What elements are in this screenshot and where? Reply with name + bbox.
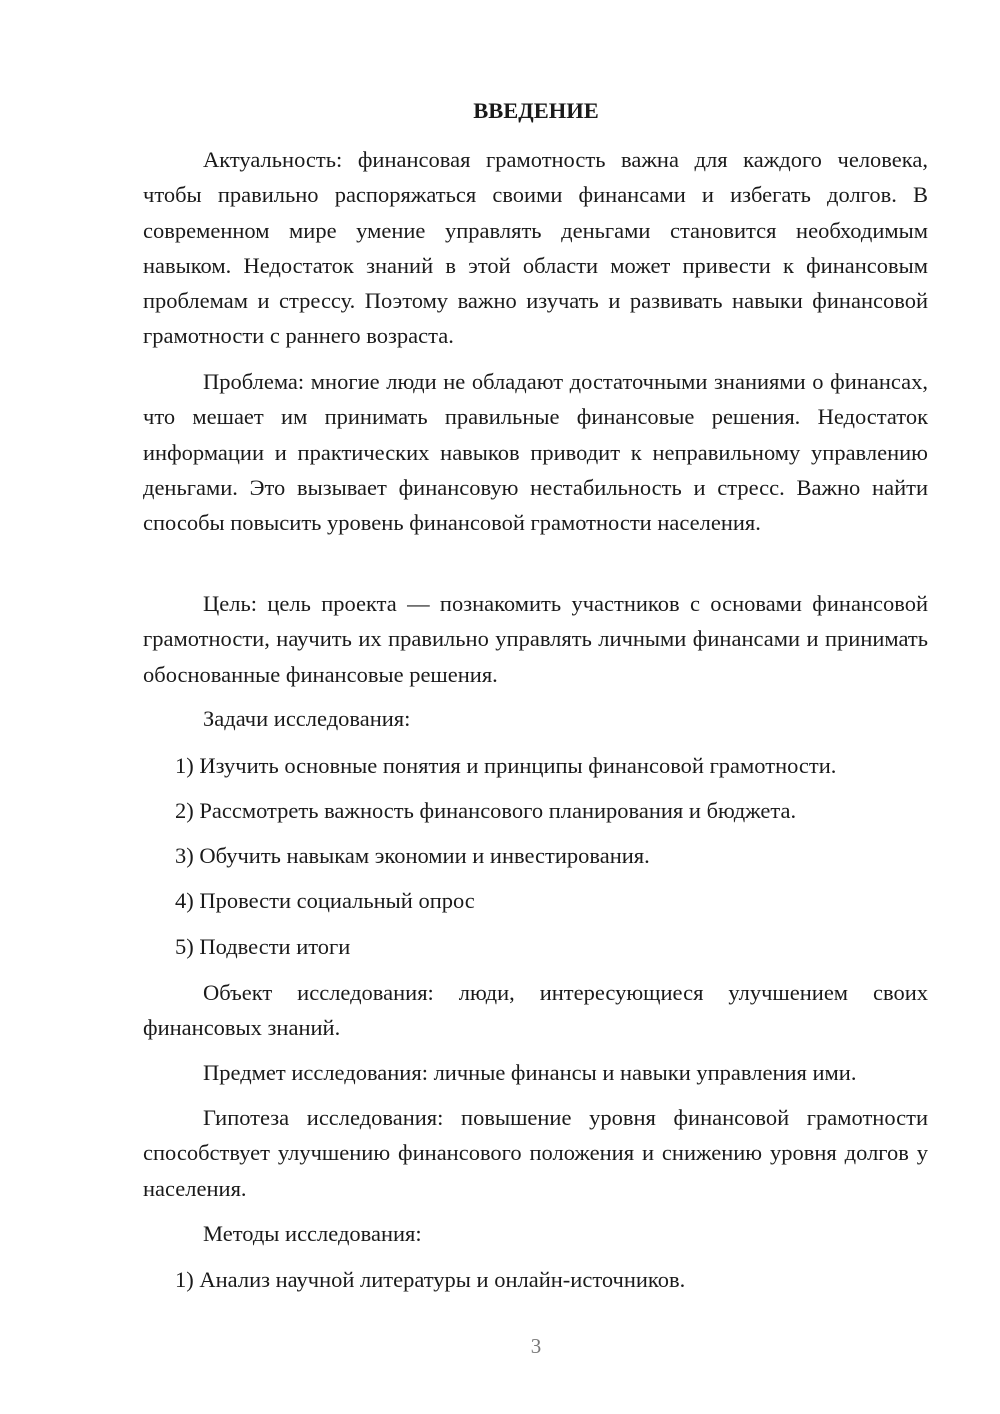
paragraph-goal: Цель: цель проекта — познакомить участников с основами финансовой грамотности, научить их правильно управлять личными финансами и принимать обоснованные финансовые решения. xyxy=(143,591,928,687)
paragraph-object: Объект исследования: люди, интересующиеся улучшением своих финансовых знаний. xyxy=(143,980,928,1041)
method-item-1: 1) Анализ научной литературы и онлайн-источников. xyxy=(175,1267,686,1292)
task-item-5: 5) Подвести итоги xyxy=(175,934,351,959)
task-item-2: 2) Рассмотреть важность финансового планирования и бюджета. xyxy=(175,798,797,823)
paragraph-relevance: Актуальность: финансовая грамотность важна для каждого человека, чтобы правильно распоряжаться своими финансами и избегать долгов. В современном мире умение управлять деньгами становится необходимым навыком. Недостаток знаний в этой области может привести к финансовым проблемам и стрессу. Поэтому важно изучать и развивать навыки финансовой грамотности с раннего возраста. xyxy=(143,147,928,349)
page-title: ВВЕДЕНИЕ xyxy=(473,98,599,123)
tasks-heading: Задачи исследования: xyxy=(203,706,411,731)
paragraph-problem: Проблема: многие люди не обладают достаточными знаниями о финансах, что мешает им принимать правильные финансовые решения. Недостаток информации и практических навыков приводит к неправильному управлению деньгами. Это вызывает финансовую нестабильность и стресс. Важно найти способы повысить уровень финансовой грамотности населения. xyxy=(143,369,928,536)
task-item-4: 4) Провести социальный опрос xyxy=(175,888,475,913)
paragraph-subject: Предмет исследования: личные финансы и навыки управления ими. xyxy=(203,1060,857,1085)
page-number: 3 xyxy=(530,1334,542,1358)
task-item-1: 1) Изучить основные понятия и принципы финансовой грамотности. xyxy=(175,753,837,778)
task-item-3: 3) Обучить навыкам экономии и инвестирования. xyxy=(175,843,650,868)
paragraph-hypothesis: Гипотеза исследования: повышение уровня финансовой грамотности способствует улучшению финансового положения и снижению уровня долгов у населения. xyxy=(143,1105,928,1201)
methods-heading: Методы исследования: xyxy=(203,1221,422,1246)
